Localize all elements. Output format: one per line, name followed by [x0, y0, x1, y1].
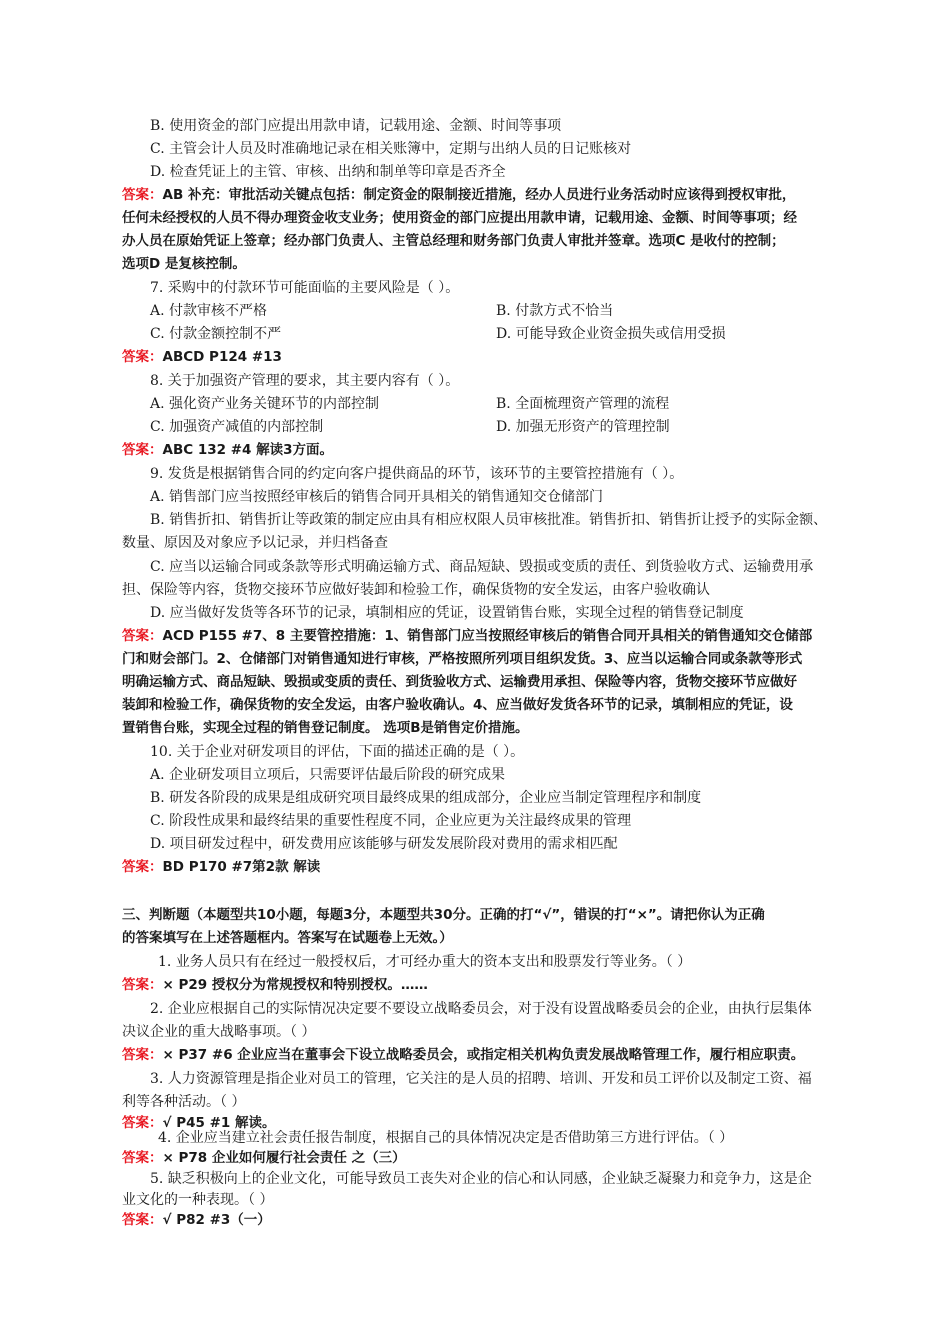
question-stem: 10. 关于企业对研发项目的评估，下面的描述正确的是（ ）。 [150, 744, 525, 760]
answer-text: 明确运输方式、商品短缺、毁损或变质的责任、到货验收方式、运输费用承担、保险等内容，货物交接环节应做好 [122, 674, 797, 690]
answer-text: 选项D 是复核控制。 [122, 256, 246, 272]
answer-text: 任何未经授权的人员不得办理资金收支业务；使用资金的部门应提出用款申请，记载用途、金额、时间等事项；经 [122, 210, 797, 226]
option-b: B. 使用资金的部门应提出用款申请，记载用途、金额、时间等事项 [150, 118, 562, 134]
answer-label: 答案： [122, 628, 163, 644]
judgment-stem-continued: 业文化的一种表现。（ ） [122, 1192, 274, 1208]
answer-label: 答案： [122, 187, 163, 203]
option-b: B. 付款方式不恰当 [496, 303, 614, 319]
option-c: C. 应当以运输合同或条款等形式明确运输方式、商品短缺、毁损或变质的责任、到货验收方式、运输费用承 [150, 559, 814, 575]
judgment-stem-continued: 决议企业的重大战略事项。（ ） [122, 1024, 316, 1040]
answer-text: ACD P155 #7、8 主要管控措施：1、销售部门应当按照经审核后的销售合同开具相关的销售通知交仓储部 [162, 628, 813, 644]
answer-line [122, 439, 333, 461]
option-c: C. 主管会计人员及时准确地记录在相关账簿中，定期与出纳人员的日记账核对 [150, 141, 632, 157]
option-a: A. 强化资产业务关键环节的内部控制 [150, 396, 380, 412]
judgment-stem: 1. 业务人员只有在经过一般授权后，才可经办重大的资本支出和股票发行等业务。（ ） [158, 954, 692, 970]
option-a: A. 企业研发项目立项后，只需要评估最后阶段的研究成果 [150, 767, 506, 783]
option-b: B. 全面梳理资产管理的流程 [496, 396, 670, 412]
judgment-stem: 4. 企业应当建立社会责任报告制度，根据自己的具体情况决定是否借助第三方进行评估。（ ） [158, 1130, 734, 1146]
answer-line [122, 1209, 271, 1231]
option-a: A. 付款审核不严格 [150, 303, 268, 319]
option-d: D. 可能导致企业资金损失或信用受损 [496, 326, 726, 342]
answer-label: 答案： [122, 442, 163, 458]
answer-line [122, 974, 428, 996]
judgment-stem-continued: 利等各种活动。（ ） [122, 1094, 246, 1110]
answer-label: 答案： [122, 1047, 163, 1063]
answer-text: ABC 132 #4 解读3方面。 [162, 442, 334, 458]
answer-label: 答案： [122, 859, 163, 875]
answer-text: × P29 授权分为常规授权和特别授权。…… [162, 977, 428, 993]
judgment-stem: 5. 缺乏积极向上的企业文化，可能导致员工丧失对企业的信心和认同感，企业缺乏凝聚力和竞争力，这是企 [150, 1171, 812, 1187]
option-a: A. 销售部门应当按照经审核后的销售合同开具相关的销售通知交仓储部门 [150, 489, 604, 505]
answer-label: 答案： [122, 977, 163, 993]
answer-text: √ P45 #1 解读。 [162, 1115, 276, 1131]
answer-line [122, 346, 282, 368]
judgment-stem: 3. 人力资源管理是指企业对员工的管理，它关注的是人员的招聘、培训、开发和员工评价以及制定工资、福 [150, 1071, 812, 1087]
answer-text: 办人员在原始凭证上签章；经办部门负责人、主管总经理和财务部门负责人审批并签章。选项C 是收付的控制； [122, 233, 785, 249]
section-heading-continued: 的答案填写在上述答题框内。答案写在试题卷上无效。） [122, 930, 453, 946]
answer-label: 答案： [122, 1212, 163, 1228]
answer-text: ABCD P124 #13 [162, 349, 282, 365]
answer-line [122, 1044, 804, 1066]
option-d: D. 项目研发过程中，研发费用应该能够与研发发展阶段对费用的需求相匹配 [150, 836, 618, 852]
option-b: B. 研发各阶段的成果是组成研究项目最终成果的组成部分，企业应当制定管理程序和制度 [150, 790, 702, 806]
answer-line [122, 625, 812, 647]
answer-label: 答案： [122, 1115, 163, 1131]
option-d: D. 检查凭证上的主管、审核、出纳和制单等印章是否齐全 [150, 164, 506, 180]
answer-line [122, 856, 320, 878]
question-stem: 9. 发货是根据销售合同的约定向客户提供商品的环节，该环节的主要管控措施有（ ）。 [150, 466, 684, 482]
answer-label: 答案： [122, 1150, 163, 1166]
option-d: D. 加强无形资产的管理控制 [496, 419, 670, 435]
option-c-continued: 担、保险等内容，货物交接环节应做好装卸和检验工作，确保货物的安全发运，由客户验收确认 [122, 582, 710, 598]
question-stem: 7. 采购中的付款环节可能面临的主要风险是（ ）。 [150, 280, 460, 296]
judgment-stem: 2. 企业应根据自己的实际情况决定要不要设立战略委员会，对于没有设置战略委员会的企业，由执行层集体 [150, 1001, 812, 1017]
option-c: C. 阶段性成果和最终结果的重要性程度不同，企业应更为关注最终成果的管理 [150, 813, 632, 829]
question-stem: 8. 关于加强资产管理的要求，其主要内容有（ ）。 [150, 373, 460, 389]
option-c: C. 加强资产减值的内部控制 [150, 419, 324, 435]
answer-line [122, 184, 795, 206]
option-b: B. 销售折扣、销售折让等政策的制定应由具有相应权限人员审核批准。销售折扣、销售折让授予的实际金额、 [150, 512, 828, 528]
answer-line [122, 1147, 406, 1169]
answer-text: 置销售台账，实现全过程的销售登记制度。 选项B是销售定价措施。 [122, 720, 529, 736]
answer-text: BD P170 #7第2款 解读 [162, 859, 321, 875]
option-d: D. 应当做好发货等各环节的记录，填制相应的凭证，设置销售台账，实现全过程的销售登记制度 [150, 605, 744, 621]
answer-text: √ P82 #3（一） [162, 1212, 271, 1228]
answer-label: 答案： [122, 349, 163, 365]
section-heading: 三、判断题（本题型共10小题，每题3分，本题型共30分。正确的打“√”，错误的打“×”。请把你认为正确 [122, 907, 765, 923]
answer-text: 装卸和检验工作，确保货物的安全发运，由客户验收确认。4、应当做好发货各环节的记录，填制相应的凭证，设 [122, 697, 793, 713]
option-b-continued: 数量、原因及对象应予以记录，并归档备查 [122, 535, 388, 551]
option-c: C. 付款金额控制不严 [150, 326, 282, 342]
answer-text: × P78 企业如何履行社会责任 之（三） [162, 1150, 406, 1166]
answer-text: × P37 #6 企业应当在董事会下设立战略委员会，或指定相关机构负责发展战略管理工作，履行相应职责。 [162, 1047, 805, 1063]
answer-text: AB 补充：审批活动关键点包括：制定资金的限制接近措施，经办人员进行业务活动时应该得到授权审批， [162, 187, 796, 203]
answer-text: 门和财会部门。2、仓储部门对销售通知进行审核，严格按照所列项目组织发货。3、应当以运输合同或条款等形式 [122, 651, 803, 667]
